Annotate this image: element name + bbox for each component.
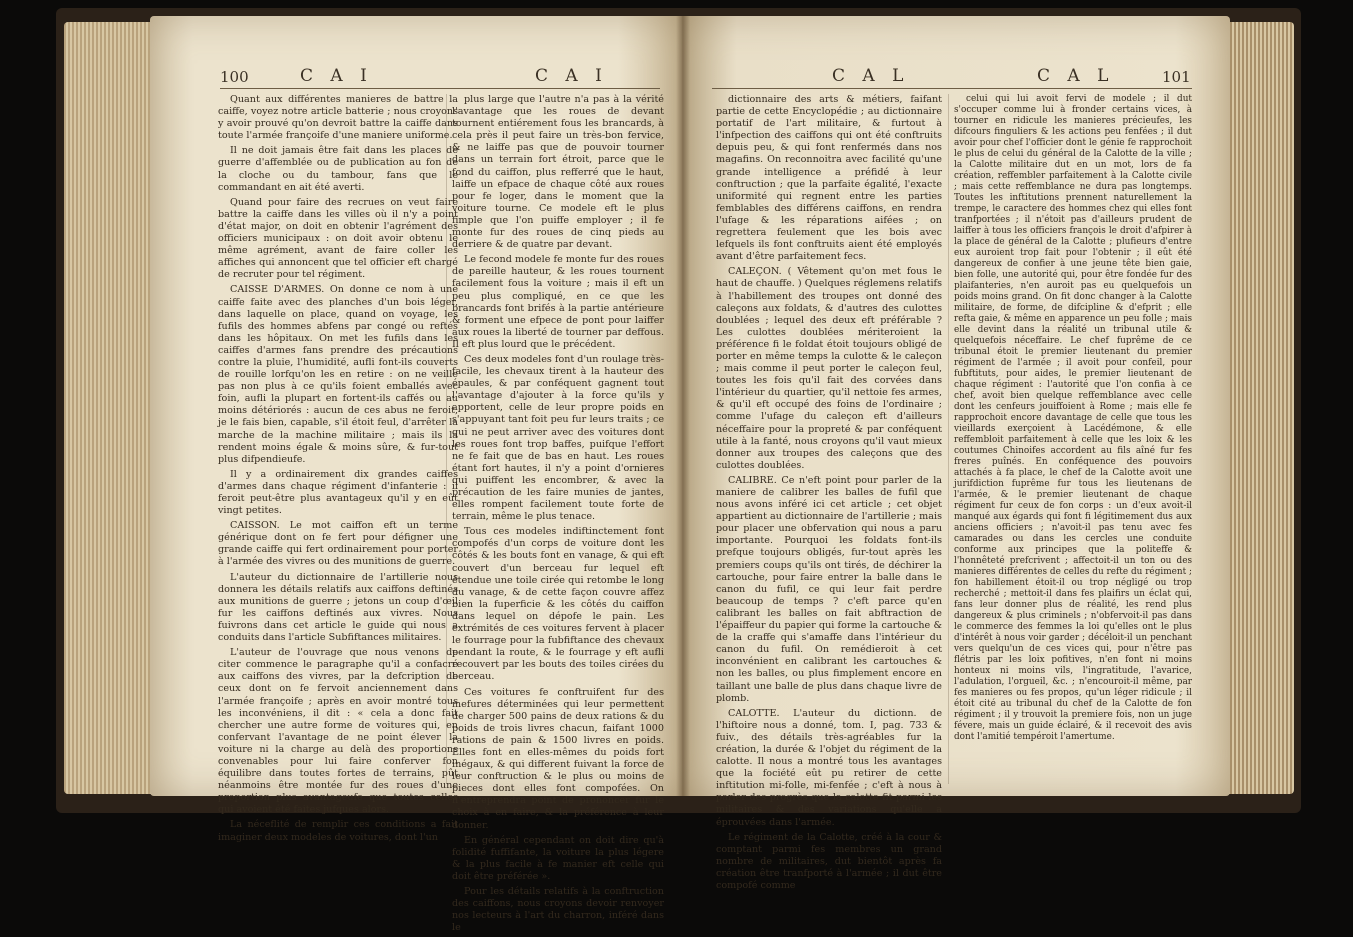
paragraph: Quant aux différentes manieres de battre la caiffe, voyez notre article batterie ; nous croyons y avoir prouvé qu'on devroit battre la caiffe dans toute l'armée françoife d'une maniere uniforme. [218, 94, 458, 142]
paragraph: Tous ces modeles indiftinctement font compofés d'un corps de voiture dont les côtés & les bouts font en vanage, & qui eft couvert d'un berceau fur lequel eft étendue une toile cirée qui retombe le long du vanage, & de cette façon couvre affez bien la fuperficie & les côtés du caiffon dans lequel on dépofe le pain. Les extrémités de ces voitures fervent à placer le fourrage pour la fubfiftance des chevaux pendant la route, & le fourrage y eft aufli recouvert par les bouts des toiles cirées du berceau. [452, 526, 664, 683]
paragraph: La néceflité de remplir ces conditions a fait imaginer deux modeles de voitures, dont l'un [218, 819, 458, 843]
paragraph: En général cependant on doit dire qu'à folidité fuffifante, la voiture la plus légere & la plus facile à fe manier eft celle qui doit être préférée ». [452, 834, 664, 882]
left-page [150, 16, 682, 934]
paragraph: CAISSE D'ARMES. On donne ce nom à une caiffe faite avec des planches d'un bois léger, dans laquelle on place, quand on voyage, les fufils des hommes abfens par congé ou reftés dans les hôpitaux. On met les fufils dans les caiffes d'armes fans prendre des précautions contre la pluie, l'humidité, aufli font-ils couverts de rouille lorfqu'on les en retire : on ne veille pas non plus à ce qu'ils foient emballés avec foin, aufli la plupart en fortent-ils caffés ou au moins détériorés : aucun de ces abus ne feroit, je le fais bien, capable, s'il étoit feul, d'arrêter la marche de la machine militaire ; mais ils la rendent moins égale & moins sûre, & fur-tout plus difpendieufe. [218, 284, 458, 465]
paragraph: CAISSON. Le mot caiffon eft un terme générique dont on fe fert pour défigner une grande caiffe qui fert ordinairement pour porter à l'armée des vivres ou des munitions de guerre. [218, 520, 458, 568]
paragraph: Le fecond modele fe monte fur des roues de pareille hauteur, & les roues tournent facilement fous la voiture ; mais il eft un peu plus compliqué, en ce que les brancards font brifés à la partie antérieure & forment une efpece de pont pour laiffer aux roues la liberté de tourner par deffous. Il eft plus lourd que le précédent. [452, 254, 664, 350]
right-page-edges [1228, 22, 1294, 794]
paragraph: Il ne doit jamais être fait dans les places de guerre d'affemblée ou de publication au fon de la cloche ou du tambour, fans que le commandant en ait été averti. [218, 145, 458, 193]
right-header-rule [712, 88, 1192, 89]
right-col1-header: C A L [832, 66, 910, 86]
paragraph: Pour les détails relatifs à la conftruction des caiffons, nous croyons devoir renvoyer nos lecteurs à l'art du charron, inféré dans le [452, 886, 664, 934]
right-page [682, 16, 1230, 891]
paragraph: dictionnaire des arts & métiers, faifant partie de cette Encyclopédie ; au dictionnaire portatif de l'art militaire, & furtout à l'infpection des caiffons qui ont été conftruits depuis peu, & qui font renfermés dans nos magafins. On reconnoitra avec facilité qu'une grande intelligence a préfidé à leur conftruction ; que la parfaite égalité, l'exacte uniformité qui regnent entre les parties femblables des différens caiffons, en rendra l'ufage & les réparations aifées ; on regrettera feulement que les bois avec lefquels ils font conftruits aient été employés avant d'être parfaitement fecs. [716, 94, 942, 263]
paragraph: CALEÇON. ( Vêtement qu'on met fous le haut de chauffe. ) Quelques réglemens relatifs à l'habillement des troupes ont donné des caleçons aux foldats, & d'autres des culottes doublées ; lequel des deux eft préférable ? Les culottes doublées mériteroient la préférence fi le foldat étoit toujours obligé de porter en même temps la culotte & le caleçon ; mais comme il peut porter le caleçon feul, toutes les fois qu'il fait des corvées dans l'intérieur du quartier, qu'il nettoie fes armes, & qu'il eft occupé des foins de l'ordinaire ; comme l'ufage du caleçon eft d'ailleurs néceffaire pour la propreté & par conféquent utile à la fanté, nous croyons qu'il vaut mieux donner aux troupes des caleçons que des culottes doublées. [716, 266, 942, 471]
paragraph: Quand pour faire des recrues on veut faire battre la caiffe dans les villes où il n'y a point d'état major, on doit en obtenir l'agrément des officiers municipaux : on doit avoir obtenu le même agrément, avant de faire coller les affiches qui annoncent que tel officier eft chargé de recruter pour tel régiment. [218, 196, 458, 281]
left-column-1 [218, 94, 458, 847]
paragraph: L'auteur de l'ouvrage que nous venons de citer commence le paragraphe qu'il a confacré aux caiffons des vivres, par la defcription de ceux dont on fe fervoit anciennement dans l'armée françoife ; après en avoir montré tous les inconvéniens, il dit : « cela a donc fait chercher une autre forme de voitures qui, en confervant l'avantage de ne point élever la voiture ni la charge au delà des proportions convenables pour lui faire conferver fon équilibre dans toutes fortes de terrains, pût néanmoins être montée fur des roues d'une proportion plus avantageufe que toutes celles qui avoient été faites jufques alors. [218, 647, 458, 816]
paragraph: plus large que l'autre n'a pas à la vérité l'avantage que les roues de devant tournent entiérement fous les brancards, à cela près il peut faire un très-bon fervice, & ne laiffe pas que de pouvoir tourner dans un terrain fort étroit, parce que le fond du caiffon, plus refferré que le haut, laiffe un efpace de chaque côté aux roues pour fe loger, dans le moment que la voiture tourne. Ce modele eft le plus fimple que l'on puiffe employer ; il fe monte fur des roues de cinq pieds au derriere & de quatre par devant. [452, 94, 664, 251]
right-column-divider [948, 94, 949, 784]
left-page-number: 100 [220, 68, 249, 86]
right-column-2 [954, 94, 1192, 746]
paragraph: CALOTTE. L'auteur du dictionn. de l'hiftoire nous a donné, tom. I, pag. 733 & fuiv., des détails très-agréables fur la création, la durée & l'objet du régiment de la calotte. Il nous a montré tous les avantages que la fociété eût pu retirer de cette inftitution mi-folle, mi-fenfée ; c'eft à nous à parler des progrès que la calotte fit parmi les militaires & des variations qu'elle a éprouvées dans l'armée. [716, 707, 942, 828]
left-column-divider [446, 94, 447, 784]
paragraph: Ces voitures fe conftruifent fur des mefures déterminées qui leur permettent de charger 500 pains de deux rations & du poids de trois livres chacun, faifant 1000 rations de pain & 1500 livres en poids. Elles font en elles-mêmes du poids fort inégaux, & qui different fuivant la force de leur conftruction & le plus ou moins de pieces dont elles font compofées. On n'entreprendra point de prononcer fur le choix à en faire, & la préférence à leur donner. [452, 686, 664, 831]
paragraph: Ces deux modeles font d'un roulage très-facile, les chevaux tirent à la hauteur des épaules, & par conféquent gagnent tout l'avantage d'ajouter à la force qu'ils y apportent, celle de leur propre poids en s'appuyant tant foit peu fur leurs traits ; ce qui ne peut arriver avec des voitures dont les roues font trop baffes, puifque l'effort ne fe fait que de bas en haut. Les roues étant fort hautes, il n'y a point d'ornieres qui puiffent les encombrer, & avec la précaution de les faire munies de jantes, elles rompent facilement toute forte de terrain, même le plus tenace. [452, 353, 664, 523]
paragraph: Il y a ordinairement dix grandes caiffes d'armes dans chaque régiment d'infanterie : il feroit peut-être plus avantageux qu'il y en eût vingt petites. [218, 468, 458, 517]
left-column-2 [452, 94, 664, 937]
paragraph: Le régiment de la Calotte, créé à la cour & comptant parmi fes membres un grand nombre de militaires, dut bientôt après fa création être tranfporté à l'armée ; il dut être compofé comme [716, 831, 942, 891]
left-page-edges [64, 22, 152, 794]
left-col1-header: C A I [300, 66, 373, 86]
right-column-1 [716, 94, 942, 895]
paragraph: CALIBRE. Ce n'eft point pour parler de la maniere de calibrer les balles de fufil que nous avons inféré ici cet article ; cet objet appartient au dictionnaire de l'artillerie ; mais pour placer une obfervation qui nous a paru importante. Pourquoi les foldats font-ils prefque toujours obligés, fur-tout après les premiers coups qu'ils ont tirés, de déchirer la cartouche, pour faire entrer la balle dans le canon du fufil, ce qui leur fait perdre beaucoup de temps ? c'eft parce qu'en calibrant les balles on fait abftraction de l'épaiffeur du papier qui forme la cartouche & de la craffe qui s'amaffe dans l'intérieur du canon du fufil. On remédieroit à cet inconvénient en calibrant les cartouches & non les balles, ou plus fimplement encore en taillant une balle de plus dans chaque livre de plomb. [716, 474, 942, 704]
right-page-number: 101 [1162, 68, 1191, 86]
paragraph: L'auteur du dictionnaire de l'artillerie nous donnera les détails relatifs aux caiffons deftinés aux munitions de guerre ; jetons un coup d'œil fur les caiffons deftinés aux vivres. Nous fuivrons dans cet article le guide qui nous a conduits dans l'article Subfiftances militaires. [218, 571, 458, 644]
left-header-rule [220, 88, 660, 89]
right-col2-header: C A L [1037, 66, 1115, 86]
paragraph: celui qui lui avoit fervi de modele ; il dut s'occuper comme lui à fronder certains vices, à tourner en ridicule les manieres précieufes, les difcours finguliers & les actions peu fenfées ; il dut avoir pour chef l'officier dont le génie fe rapprochoit le plus de celui du général de la Calotte de la ville ; la Calotte militaire dut en un mot, lors de fa création, reffembler parfaitement à la Calotte civile ; mais cette reffemblance ne dura pas longtemps. Toutes les inftitutions prennent naturellement la trempe, le caractere des hommes chez qui elles font tranfportées ; il n'étoit pas d'ailleurs prudent de laiffer à tous les officiers françois le droit d'afpirer à la place de général de la Calotte ; plufieurs d'entre eux auroient trop fait pour l'obtenir ; il eût été dangereux de confier à une jeune tête bien gaie, bien folle, une autorité qui, pour être fondée fur des plaifanteries, n'en auroit pas eu quelquefois un poids moins grand. On fit donc changer à la Calotte militaire, de forme, de difcipline & d'efprit ; elle refta gaie, & même en apparence un peu folle ; mais elle devint dans la réalité un tribunal utile & quelquefois néceffaire. Le chef fuprême de ce tribunal étoit le premier lieutenant du premier régiment de l'armée ; il avoit pour confeil, pour fubftituts, pour aides, le premier lieutenant de chaque régiment : l'autorité que l'on confia à ce chef, avoit bien quelque reffemblance avec celle dont les cenfeurs jouiffoient à Rome ; mais elle fe rapprochoit encore davantage de celle que tous les vieillards exerçoient à Lacédémone, & elle reffembloit parfaitement à celle que les loix & les coutumes Chinoifes accordent au fils aîné fur fes freres puînés. En conféquence des pouvoirs attachés à fa place, le chef de la Calotte avoit une jurifdiction fuprême fur tous les lieutenans de l'armée, & le premier lieutenant de chaque régiment fur ceux de fon corps : un d'eux avoit-il manqué aux égards qui font fi légitimement dus aux anciens officiers ; n'avoit-il pas tenu avec fes camarades ou dans les cercles une conduite conforme aux principes que la politeffe & l'honnêteté prefcrivent ; affectoit-il un ton ou des manieres différentes de celles du refte du régiment ; fon habillement étoit-il ou trop négligé ou trop recherché ; mettoit-il dans fes plaifirs un éclat qui, fans leur donner plus de réalité, les rend plus dangereux & plus criminels ; n'obfervoit-il pas dans le commerce des femmes la loi qu'elles ont le plus d'intérêt à nous voir garder ; décéloit-il un penchant vers quelqu'un de ces vices qui, pour n'être pas flétris par les loix pofitives, n'en font ni moins honteux ni moins vils, l'ingratitude, l'avarice, l'adulation, l'orgueil, &c. ; n'encouroit-il même, par fes manieres ou fes propos, qu'un léger ridicule ; il étoit cité au tribunal du chef de la Calotte de fon régiment ; il y trouvoit la premiere fois, non un juge févere, mais un guide éclairé, & il recevoit des avis dont l'amitié tempéroit l'amertume. [954, 94, 1192, 742]
left-col2-header: C A I [535, 66, 608, 86]
book-gutter [676, 16, 690, 796]
